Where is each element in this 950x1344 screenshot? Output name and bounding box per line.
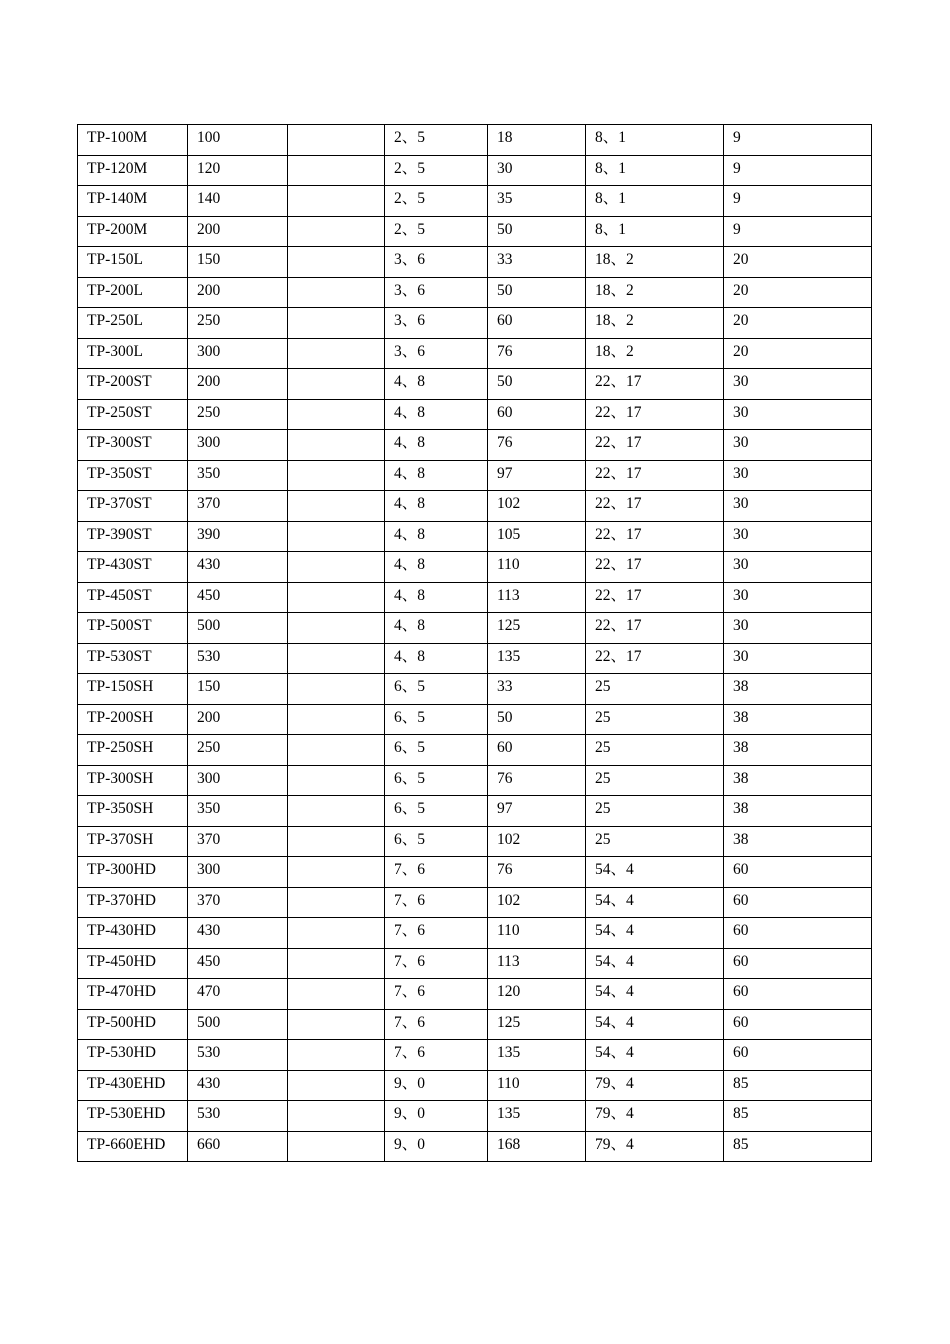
cell-value-d: 76: [488, 857, 586, 888]
cell-value-f: 9: [724, 125, 872, 156]
cell-value-e: 54、4: [586, 887, 724, 918]
cell-model: TP-370HD: [78, 887, 188, 918]
cell-model: TP-530ST: [78, 643, 188, 674]
cell-value-f: 30: [724, 430, 872, 461]
cell-value-a: 350: [188, 796, 288, 827]
cell-value-e: 54、4: [586, 948, 724, 979]
cell-value-a: 150: [188, 674, 288, 705]
cell-value-b: [288, 155, 385, 186]
cell-value-c: 6、5: [385, 674, 488, 705]
table-row: [78, 338, 872, 369]
cell-value-a: 660: [188, 1131, 288, 1162]
cell-value-a: 250: [188, 308, 288, 339]
cell-value-c: 7、6: [385, 857, 488, 888]
cell-value-d: 97: [488, 460, 586, 491]
cell-value-d: 50: [488, 704, 586, 735]
cell-value-b: [288, 277, 385, 308]
table-row: [78, 1009, 872, 1040]
cell-value-e: 8、1: [586, 125, 724, 156]
cell-value-c: 4、8: [385, 460, 488, 491]
cell-value-d: 50: [488, 216, 586, 247]
cell-model: TP-140M: [78, 186, 188, 217]
cell-value-b: [288, 247, 385, 278]
cell-value-c: 9、0: [385, 1101, 488, 1132]
cell-value-c: 3、6: [385, 338, 488, 369]
table-row: [78, 765, 872, 796]
cell-value-c: 2、5: [385, 216, 488, 247]
cell-value-e: 22、17: [586, 521, 724, 552]
cell-value-c: 7、6: [385, 979, 488, 1010]
table-row: [78, 155, 872, 186]
cell-value-e: 22、17: [586, 613, 724, 644]
cell-model: TP-430ST: [78, 552, 188, 583]
cell-value-f: 60: [724, 948, 872, 979]
cell-value-f: 85: [724, 1131, 872, 1162]
cell-value-c: 3、6: [385, 308, 488, 339]
cell-value-c: 4、8: [385, 521, 488, 552]
cell-value-e: 54、4: [586, 1009, 724, 1040]
cell-model: TP-530EHD: [78, 1101, 188, 1132]
cell-value-f: 85: [724, 1101, 872, 1132]
cell-value-a: 530: [188, 1040, 288, 1071]
cell-model: TP-450HD: [78, 948, 188, 979]
cell-model: TP-370SH: [78, 826, 188, 857]
cell-model: TP-350SH: [78, 796, 188, 827]
table-row: [78, 582, 872, 613]
table-row: [78, 552, 872, 583]
cell-value-d: 50: [488, 277, 586, 308]
cell-model: TP-430HD: [78, 918, 188, 949]
cell-value-b: [288, 674, 385, 705]
cell-value-b: [288, 430, 385, 461]
table-row: [78, 643, 872, 674]
cell-value-a: 200: [188, 369, 288, 400]
cell-value-a: 370: [188, 887, 288, 918]
table-row: [78, 125, 872, 156]
cell-value-a: 500: [188, 1009, 288, 1040]
cell-value-b: [288, 735, 385, 766]
cell-value-c: 7、6: [385, 887, 488, 918]
cell-value-d: 30: [488, 155, 586, 186]
cell-value-e: 79、4: [586, 1131, 724, 1162]
cell-value-a: 450: [188, 948, 288, 979]
cell-value-b: [288, 460, 385, 491]
cell-value-a: 300: [188, 857, 288, 888]
cell-value-d: 35: [488, 186, 586, 217]
cell-model: TP-300HD: [78, 857, 188, 888]
cell-value-b: [288, 826, 385, 857]
table-row: [78, 674, 872, 705]
cell-value-e: 22、17: [586, 399, 724, 430]
cell-value-f: 9: [724, 155, 872, 186]
cell-value-b: [288, 857, 385, 888]
cell-value-a: 350: [188, 460, 288, 491]
cell-value-f: 38: [724, 735, 872, 766]
cell-model: TP-450ST: [78, 582, 188, 613]
cell-value-d: 102: [488, 826, 586, 857]
cell-value-c: 3、6: [385, 277, 488, 308]
cell-model: TP-300ST: [78, 430, 188, 461]
table-row: [78, 887, 872, 918]
spec-table-body: [78, 125, 872, 1162]
cell-value-e: 18、2: [586, 247, 724, 278]
cell-value-c: 4、8: [385, 613, 488, 644]
cell-value-a: 200: [188, 216, 288, 247]
cell-value-c: 4、8: [385, 582, 488, 613]
cell-value-f: 30: [724, 643, 872, 674]
cell-value-d: 97: [488, 796, 586, 827]
cell-model: TP-200L: [78, 277, 188, 308]
table-row: [78, 521, 872, 552]
cell-value-e: 18、2: [586, 308, 724, 339]
table-row: [78, 430, 872, 461]
cell-value-e: 22、17: [586, 460, 724, 491]
cell-value-f: 60: [724, 887, 872, 918]
cell-value-d: 120: [488, 979, 586, 1010]
cell-value-b: [288, 582, 385, 613]
cell-value-f: 20: [724, 277, 872, 308]
table-row: [78, 704, 872, 735]
cell-value-a: 140: [188, 186, 288, 217]
cell-value-f: 9: [724, 186, 872, 217]
cell-value-e: 18、2: [586, 277, 724, 308]
cell-value-b: [288, 643, 385, 674]
cell-value-c: 2、5: [385, 155, 488, 186]
cell-model: TP-200M: [78, 216, 188, 247]
table-row: [78, 369, 872, 400]
cell-value-d: 76: [488, 765, 586, 796]
cell-value-c: 7、6: [385, 1009, 488, 1040]
cell-value-c: 4、8: [385, 399, 488, 430]
cell-value-e: 25: [586, 796, 724, 827]
cell-value-d: 135: [488, 1040, 586, 1071]
cell-value-f: 20: [724, 308, 872, 339]
cell-model: TP-120M: [78, 155, 188, 186]
cell-value-b: [288, 765, 385, 796]
cell-value-f: 60: [724, 1009, 872, 1040]
cell-value-a: 390: [188, 521, 288, 552]
cell-value-f: 60: [724, 979, 872, 1010]
cell-value-d: 125: [488, 613, 586, 644]
cell-model: TP-470HD: [78, 979, 188, 1010]
cell-value-f: 60: [724, 1040, 872, 1071]
cell-value-f: 38: [724, 674, 872, 705]
cell-value-f: 30: [724, 521, 872, 552]
cell-value-e: 79、4: [586, 1070, 724, 1101]
cell-value-d: 135: [488, 1101, 586, 1132]
cell-value-b: [288, 186, 385, 217]
cell-value-a: 300: [188, 338, 288, 369]
cell-value-c: 6、5: [385, 735, 488, 766]
table-row: [78, 1101, 872, 1132]
cell-value-b: [288, 1009, 385, 1040]
cell-value-c: 2、5: [385, 186, 488, 217]
cell-value-e: 22、17: [586, 491, 724, 522]
cell-value-f: 38: [724, 796, 872, 827]
cell-value-b: [288, 796, 385, 827]
cell-value-e: 54、4: [586, 979, 724, 1010]
cell-model: TP-300SH: [78, 765, 188, 796]
cell-value-b: [288, 948, 385, 979]
cell-value-b: [288, 1040, 385, 1071]
cell-value-a: 430: [188, 1070, 288, 1101]
cell-model: TP-200ST: [78, 369, 188, 400]
cell-value-e: 54、4: [586, 918, 724, 949]
cell-model: TP-390ST: [78, 521, 188, 552]
cell-value-b: [288, 552, 385, 583]
table-row: [78, 216, 872, 247]
table-row: [78, 948, 872, 979]
cell-model: TP-660EHD: [78, 1131, 188, 1162]
table-row: [78, 735, 872, 766]
cell-value-b: [288, 125, 385, 156]
cell-value-c: 4、8: [385, 643, 488, 674]
cell-value-a: 120: [188, 155, 288, 186]
cell-value-d: 110: [488, 918, 586, 949]
cell-model: TP-100M: [78, 125, 188, 156]
cell-value-a: 500: [188, 613, 288, 644]
cell-value-f: 30: [724, 582, 872, 613]
cell-value-b: [288, 918, 385, 949]
cell-value-a: 250: [188, 735, 288, 766]
cell-value-a: 370: [188, 491, 288, 522]
cell-model: TP-370ST: [78, 491, 188, 522]
table-row: [78, 979, 872, 1010]
cell-value-a: 250: [188, 399, 288, 430]
cell-value-e: 8、1: [586, 216, 724, 247]
table-row: [78, 918, 872, 949]
cell-model: TP-430EHD: [78, 1070, 188, 1101]
cell-model: TP-530HD: [78, 1040, 188, 1071]
cell-value-d: 60: [488, 308, 586, 339]
cell-value-b: [288, 491, 385, 522]
cell-value-d: 125: [488, 1009, 586, 1040]
cell-value-f: 9: [724, 216, 872, 247]
cell-value-a: 200: [188, 277, 288, 308]
cell-value-b: [288, 338, 385, 369]
cell-value-f: 38: [724, 765, 872, 796]
table-row: [78, 826, 872, 857]
cell-value-e: 22、17: [586, 430, 724, 461]
cell-value-b: [288, 887, 385, 918]
cell-value-a: 530: [188, 643, 288, 674]
cell-model: TP-250SH: [78, 735, 188, 766]
cell-value-d: 110: [488, 1070, 586, 1101]
cell-value-e: 25: [586, 735, 724, 766]
cell-value-b: [288, 216, 385, 247]
cell-model: TP-150SH: [78, 674, 188, 705]
cell-value-e: 22、17: [586, 552, 724, 583]
cell-value-f: 30: [724, 460, 872, 491]
cell-value-b: [288, 369, 385, 400]
cell-value-d: 33: [488, 247, 586, 278]
cell-value-b: [288, 308, 385, 339]
table-row: [78, 613, 872, 644]
cell-value-d: 60: [488, 735, 586, 766]
cell-value-c: 4、8: [385, 369, 488, 400]
cell-value-f: 20: [724, 338, 872, 369]
cell-value-f: 60: [724, 857, 872, 888]
cell-value-e: 54、4: [586, 857, 724, 888]
cell-value-a: 300: [188, 765, 288, 796]
table-row: [78, 186, 872, 217]
cell-value-a: 470: [188, 979, 288, 1010]
cell-model: TP-500ST: [78, 613, 188, 644]
cell-value-d: 102: [488, 491, 586, 522]
cell-value-b: [288, 704, 385, 735]
cell-value-f: 30: [724, 552, 872, 583]
cell-value-d: 102: [488, 887, 586, 918]
table-row: [78, 460, 872, 491]
cell-value-e: 25: [586, 826, 724, 857]
cell-value-a: 200: [188, 704, 288, 735]
cell-value-a: 150: [188, 247, 288, 278]
cell-value-a: 450: [188, 582, 288, 613]
cell-value-b: [288, 521, 385, 552]
cell-value-d: 76: [488, 430, 586, 461]
cell-value-b: [288, 613, 385, 644]
cell-value-a: 300: [188, 430, 288, 461]
cell-value-d: 135: [488, 643, 586, 674]
cell-value-f: 30: [724, 613, 872, 644]
cell-value-d: 60: [488, 399, 586, 430]
cell-value-e: 25: [586, 704, 724, 735]
cell-value-a: 430: [188, 552, 288, 583]
cell-value-d: 168: [488, 1131, 586, 1162]
cell-value-c: 3、6: [385, 247, 488, 278]
table-row: [78, 399, 872, 430]
cell-value-e: 18、2: [586, 338, 724, 369]
cell-value-c: 9、0: [385, 1131, 488, 1162]
cell-value-d: 76: [488, 338, 586, 369]
cell-value-f: 85: [724, 1070, 872, 1101]
cell-value-e: 54、4: [586, 1040, 724, 1071]
cell-value-f: 30: [724, 369, 872, 400]
cell-value-e: 8、1: [586, 186, 724, 217]
cell-value-e: 8、1: [586, 155, 724, 186]
cell-value-b: [288, 1131, 385, 1162]
table-row: [78, 491, 872, 522]
cell-value-e: 25: [586, 765, 724, 796]
cell-model: TP-300L: [78, 338, 188, 369]
table-row: [78, 308, 872, 339]
cell-value-b: [288, 1070, 385, 1101]
table-row: [78, 1040, 872, 1071]
cell-value-f: 38: [724, 704, 872, 735]
cell-value-c: 6、5: [385, 704, 488, 735]
cell-value-d: 110: [488, 552, 586, 583]
cell-value-c: 4、8: [385, 430, 488, 461]
cell-value-e: 79、4: [586, 1101, 724, 1132]
cell-value-c: 7、6: [385, 1040, 488, 1071]
cell-value-f: 60: [724, 918, 872, 949]
cell-value-f: 20: [724, 247, 872, 278]
cell-value-c: 6、5: [385, 765, 488, 796]
cell-model: TP-250ST: [78, 399, 188, 430]
cell-model: TP-200SH: [78, 704, 188, 735]
cell-value-d: 105: [488, 521, 586, 552]
cell-value-d: 113: [488, 582, 586, 613]
cell-value-b: [288, 399, 385, 430]
table-row: [78, 247, 872, 278]
cell-value-e: 22、17: [586, 582, 724, 613]
cell-value-a: 430: [188, 918, 288, 949]
cell-value-d: 18: [488, 125, 586, 156]
cell-model: TP-250L: [78, 308, 188, 339]
cell-value-e: 22、17: [586, 643, 724, 674]
cell-value-d: 33: [488, 674, 586, 705]
cell-value-c: 4、8: [385, 552, 488, 583]
cell-value-d: 113: [488, 948, 586, 979]
cell-value-a: 100: [188, 125, 288, 156]
cell-value-b: [288, 979, 385, 1010]
cell-model: TP-500HD: [78, 1009, 188, 1040]
cell-value-f: 30: [724, 399, 872, 430]
cell-value-c: 9、0: [385, 1070, 488, 1101]
cell-value-a: 370: [188, 826, 288, 857]
table-row: [78, 1131, 872, 1162]
cell-value-d: 50: [488, 369, 586, 400]
cell-value-c: 6、5: [385, 826, 488, 857]
cell-value-b: [288, 1101, 385, 1132]
cell-model: TP-150L: [78, 247, 188, 278]
cell-value-c: 7、6: [385, 948, 488, 979]
table-row: [78, 1070, 872, 1101]
cell-value-c: 2、5: [385, 125, 488, 156]
cell-value-f: 38: [724, 826, 872, 857]
cell-value-e: 25: [586, 674, 724, 705]
cell-value-a: 530: [188, 1101, 288, 1132]
table-row: [78, 796, 872, 827]
cell-value-c: 4、8: [385, 491, 488, 522]
spec-table: [77, 124, 872, 1162]
cell-model: TP-350ST: [78, 460, 188, 491]
cell-value-c: 6、5: [385, 796, 488, 827]
cell-value-e: 22、17: [586, 369, 724, 400]
cell-value-f: 30: [724, 491, 872, 522]
table-row: [78, 277, 872, 308]
cell-value-c: 7、6: [385, 918, 488, 949]
table-row: [78, 857, 872, 888]
